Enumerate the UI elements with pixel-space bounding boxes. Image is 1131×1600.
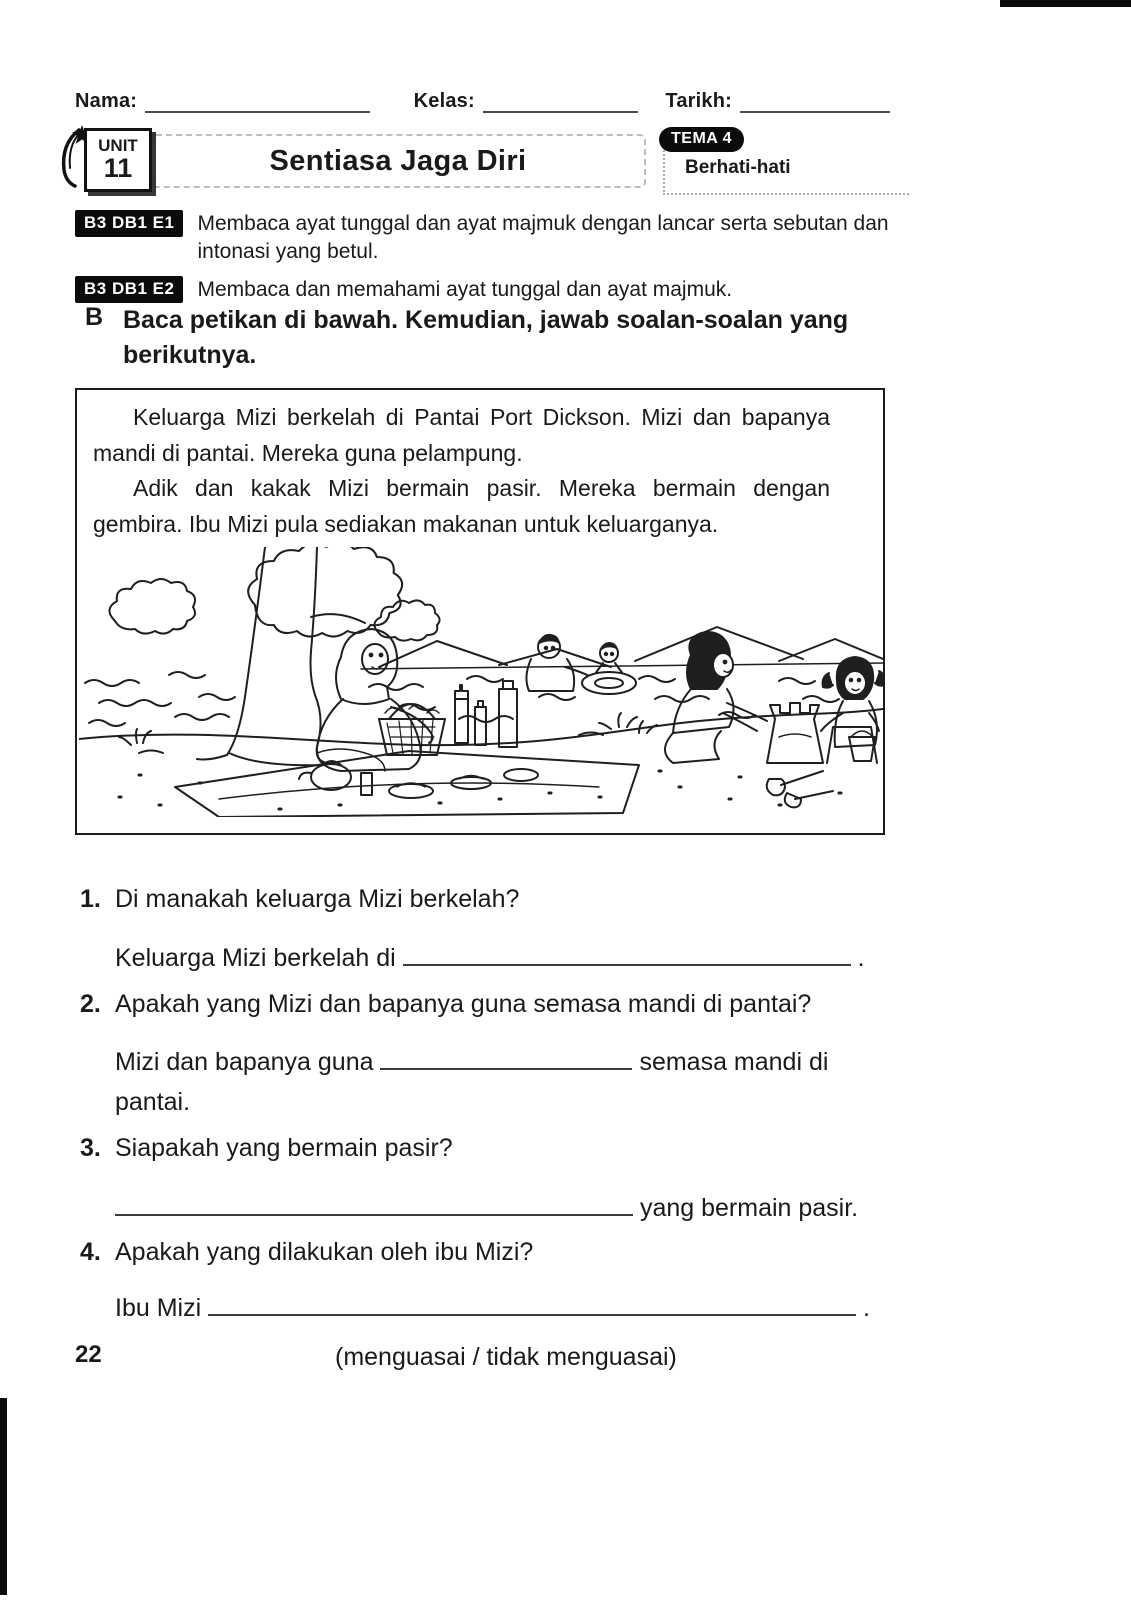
answer-2-blank[interactable]	[380, 1044, 632, 1070]
answer-1-suffix: .	[857, 944, 865, 972]
kelas-field	[414, 90, 638, 113]
scan-artifact-top	[1000, 0, 1131, 7]
question-3	[80, 1134, 890, 1163]
question-3-text: Siapakah yang bermain pasir?	[115, 1134, 453, 1162]
nama-field	[75, 90, 370, 113]
section-instruction-text: Baca petikan di bawah. Kemudian, jawab soalan-soalan yang berikutnya.	[123, 306, 849, 369]
tema-box	[663, 130, 909, 195]
question-1-text: Di manakah keluarga Mizi berkelah?	[115, 885, 520, 913]
reading-passage-box	[75, 388, 885, 835]
objective-row	[75, 210, 890, 267]
tarikh-write-line[interactable]	[740, 97, 890, 113]
answer-4	[115, 1288, 893, 1328]
unit-number: 11	[103, 153, 133, 184]
objective-text: Membaca ayat tunggal dan ayat majmuk dengan lancar serta sebutan dan intonasi yang betul.	[197, 212, 889, 264]
student-info-header	[75, 90, 890, 113]
question-4-number: 4.	[80, 1238, 101, 1266]
tema-subtitle: Berhati-hati	[685, 157, 791, 178]
answer-3-blank[interactable]	[115, 1190, 633, 1216]
answer-4-suffix: .	[863, 1294, 870, 1322]
unit-title-banner	[150, 134, 646, 188]
objective-code-badge: B3 DB1 E1	[75, 210, 183, 237]
question-2-number: 2.	[80, 990, 101, 1018]
unit-number-box	[84, 128, 152, 192]
answer-1-blank[interactable]	[403, 940, 851, 966]
section-b-instruction	[85, 303, 895, 373]
question-2	[80, 990, 890, 1019]
answer-1-prefix: Keluarga Mizi berkelah di	[115, 944, 396, 972]
answer-3	[115, 1188, 893, 1228]
unit-title: Sentiasa Jaga Diri	[269, 144, 527, 177]
answer-2	[115, 1042, 893, 1122]
objective-row	[75, 276, 890, 304]
answer-4-blank[interactable]	[208, 1290, 856, 1316]
tarikh-field	[665, 90, 890, 113]
answer-1	[115, 938, 893, 978]
objective-text: Membaca dan memahami ayat tunggal dan ayat majmuk.	[197, 277, 733, 301]
objective-code-badge: B3 DB1 E2	[75, 276, 183, 303]
kelas-write-line[interactable]	[483, 97, 638, 113]
answer-2-suffix: semasa mandi di pantai.	[115, 1048, 829, 1116]
tema-badge: TEMA 4	[659, 127, 744, 152]
mastery-note: (menguasai / tidak menguasai)	[335, 1343, 677, 1371]
nama-label: Nama:	[75, 90, 138, 112]
question-1-number: 1.	[80, 885, 101, 913]
unit-label: UNIT	[98, 136, 138, 156]
passage-paragraph-2: Adik dan kakak Mizi bermain pasir. Mereka bermain dengan gembira. Ibu Mizi pula sediakan makanan untuk keluarganya.	[93, 475, 830, 537]
kelas-label: Kelas:	[413, 90, 475, 112]
picnic-beach-illustration	[79, 547, 883, 817]
page-number: 22	[75, 1341, 102, 1368]
answer-2-prefix: Mizi dan bapanya guna	[115, 1048, 374, 1076]
passage-paragraph-1: Keluarga Mizi berkelah di Pantai Port Dickson. Mizi dan bapanya mandi di pantai. Mereka guna pelampung.	[93, 404, 830, 466]
tarikh-label: Tarikh:	[665, 90, 732, 112]
answer-3-suffix: yang bermain pasir.	[639, 1194, 859, 1222]
section-label: B	[85, 303, 104, 331]
question-1	[80, 885, 890, 914]
question-4-text: Apakah yang dilakukan oleh ibu Mizi?	[115, 1238, 534, 1266]
nama-write-line[interactable]	[145, 97, 370, 113]
objectives-list	[75, 210, 890, 313]
scan-artifact-left	[0, 1398, 7, 1595]
answer-4-prefix: Ibu Mizi	[115, 1294, 202, 1322]
question-3-number: 3.	[80, 1134, 101, 1162]
question-2-text: Apakah yang Mizi dan bapanya guna semasa mandi di pantai?	[115, 990, 812, 1018]
question-4	[80, 1238, 890, 1267]
